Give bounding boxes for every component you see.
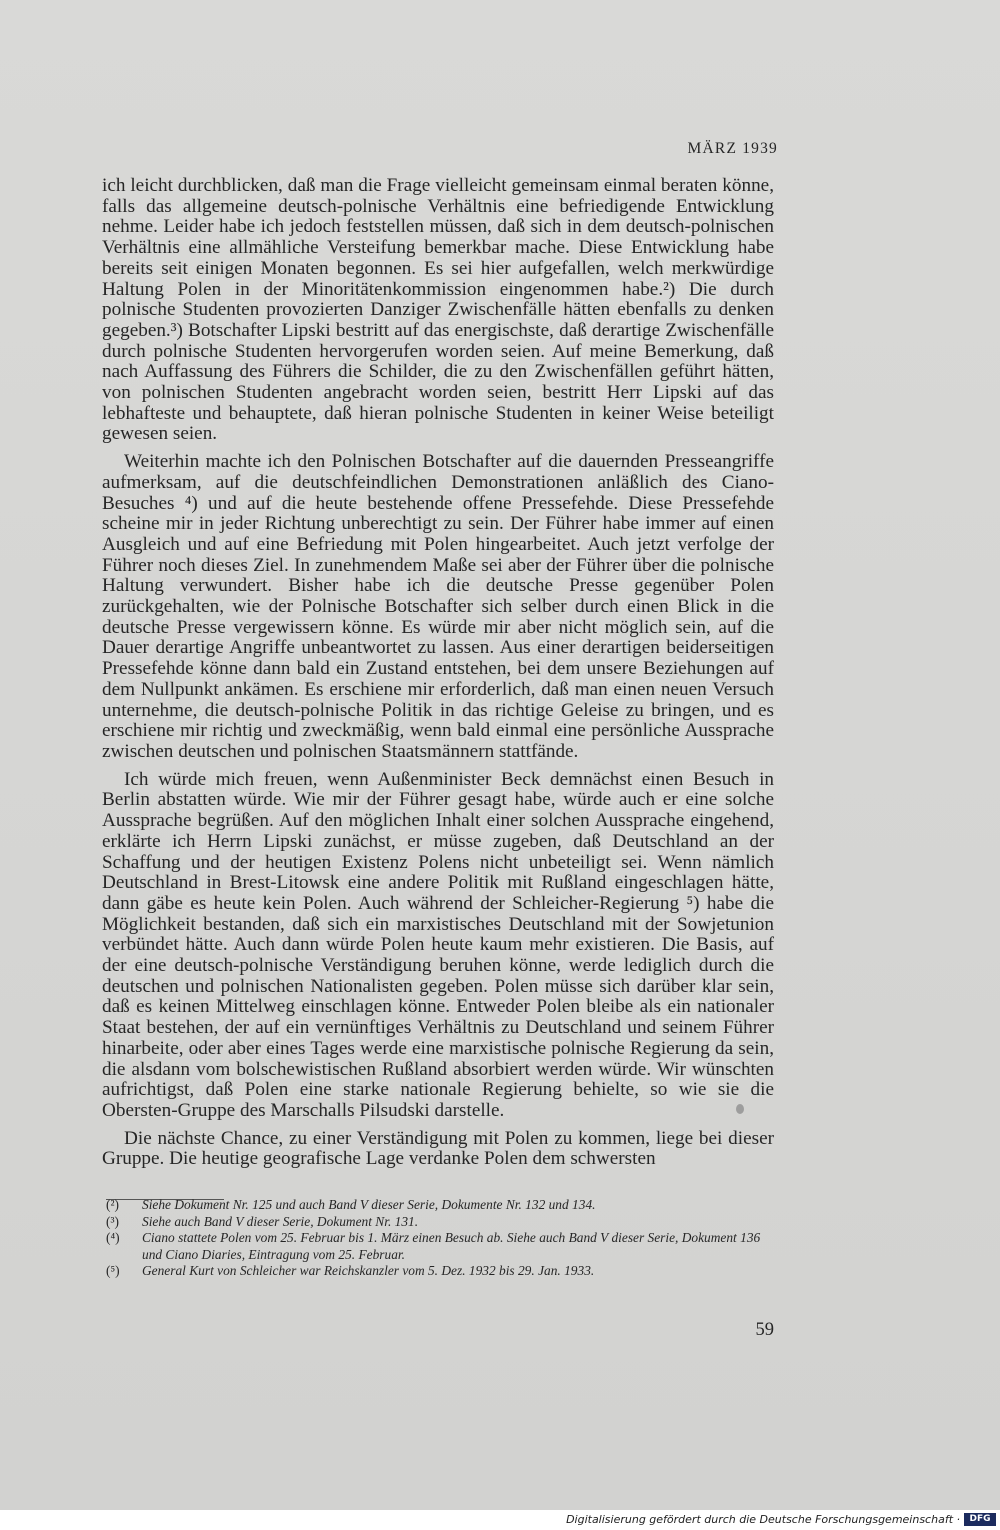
footnote-5	[106, 1263, 774, 1280]
footnote-text: Ciano stattete Polen vom 25. Februar bis 1. März einen Besuch ab. Siehe auch Band V dieser Serie, Dokument 136 und Ciano Diaries, Eintragung vom 25. Februar.	[142, 1230, 761, 1262]
footnote-number: (²)	[106, 1197, 119, 1212]
footer-credit: Digitalisierung gefördert durch die Deutsche Forschungsgemeinschaft ·	[566, 1513, 960, 1526]
footnote-4	[106, 1230, 774, 1263]
footnote-number: (³)	[106, 1213, 119, 1229]
ink-smudge	[736, 1104, 744, 1114]
paragraph-3: Ich würde mich freuen, wenn Außenminister Beck demnächst einen Besuch in Berlin abstatten würde. Wie mir der Führer gesagt habe, würde auch er eine solche Aussprache begrüßen. Auf den möglichen Inhalt einer solchen Aussprache eingehend, erklärte ich Herrn Lipski zunächst, er müsse zugeben, daß Deutschland an der Schaffung und der heutigen Existenz Polens nicht unbeteiligt sei. Wenn nämlich Deutschland in Brest-Litowsk eine andere Politik mit Rußland eingeschlagen hätte, dann gäbe es heute kein Polen. Auch während der Schleicher-Regierung ⁵) habe die Möglichkeit bestanden, daß sich ein marxistisches Deutschland mit der Sowjetunion verbündet hätte. Auch dann würde Polen heute kaum mehr existieren. Die Basis, auf der eine deutsch-polnische Verständigung beruhen könne, werde lediglich durch die deutschen und polnischen Nationalisten gegeben. Polen müsse sich darüber klar sein, daß es keinen Mittelweg einschlagen könne. Entweder Polen bleibe als ein nationaler Staat bestehen, der auf ein vernünftiges Verhältnis zu Deutschland und seinem Führer hinarbeite, oder aber eines Tages werde eine marxistische polnische Regierung da sein, die alsdann vom bolschewistischen Rußland absorbiert werden würde. Wir wünschten aufrichtigst, daß Polen eine starke nationale Regierung behielte, so wie sie die Obersten-Gruppe des Marschalls Pilsudski darstelle.	[102, 768, 774, 1121]
footnote-2	[106, 1197, 774, 1214]
footnotes	[106, 1197, 774, 1280]
paragraph-2: Weiterhin machte ich den Polnischen Botschafter auf die dauernden Presseangriffe aufmerksam, auf die deutschfeindlichen Demonstrationen anläßlich des Ciano-Besuches ⁴) und auf die heute bestehende offene Pressefehde. Diese Pressefehde scheine mir in jeder Richtung unberechtigt zu sein. Der Führer habe immer auf einen Ausgleich und auf eine Befriedung mit Polen hingearbeitet. Auch jetzt verfolge der Führer noch dieses Ziel. In zunehmendem Maße sei aber der Führer über die polnische Haltung verwundert. Bisher habe ich die deutsche Presse gegenüber Polen zurückgehalten, wie der Polnische Botschafter sich selber durch einen Blick in die deutsche Presse vergewissern könne. Es würde mir aber nicht möglich sein, auf die Dauer derartige Angriffe unbeantwortet zu lassen. Aus einer derartigen beiderseitigen Pressefehde könne dann bald ein Zustand entstehen, bei dem unsere Beziehungen auf dem Nullpunkt ankämen. Es erschiene mir erforderlich, daß man einen neuen Versuch unternehme, die deutsch-polnische Politik in das richtige Geleise zu bringen, und es erschiene mir richtig und zweckmäßig, wenn bald einmal eine persönliche Aussprache zwischen deutschen und polnischen Staatsmännern stattfände.	[102, 451, 774, 762]
paragraph-1: ich leicht durchblicken, daß man die Frage vielleicht gemeinsam einmal beraten könne, falls das allgemeine deutsch-polnische Verhältnis eine befriedigende Entwicklung nehme. Leider habe ich jedoch feststellen müssen, daß sich in dem deutsch-polnischen Verhältnis eine allmähliche Versteifung bemerkbar mache. Diese Entwicklung habe bereits seit einigen Monaten begonnen. Es sei hier aufgefallen, welch merkwürdige Haltung Polen in der Minoritätenkommission eingenommen habe.²) Die durch polnische Studenten provozierten Danziger Zwischenfälle hätten ebenfalls zu denken gegeben.³) Botschafter Lipski bestritt auf das energischste, daß derartige Zwischenfälle durch polnische Studenten hervorgerufen worden seien. Auf meine Bemerkung, daß nach Auffassung des Führers die Schilder, die zu den Zwischenfällen geführt hätten, von polnischen Studenten angebracht worden seien, bestritt Herr Lipski auf das lebhafteste und behauptete, daß hieran polnische Studenten in keiner Weise beteiligt gewesen seien.	[102, 175, 774, 445]
footnote-number: (⁵)	[106, 1263, 120, 1279]
footnote-text: Siehe auch Band V dieser Serie, Dokument Nr. 131.	[142, 1213, 419, 1229]
page-number: 59	[755, 1320, 774, 1340]
footnote-text: Siehe Dokument Nr. 125 und auch Band V dieser Serie, Dokumente Nr. 132 und 134.	[142, 1197, 596, 1212]
paragraph-4: Die nächste Chance, zu einer Verständigung mit Polen zu kommen, liege bei dieser Gruppe. Die heutige geografische Lage verdanke Polen dem schwersten	[102, 1127, 774, 1170]
running-head: MÄRZ 1939	[687, 140, 778, 157]
footnote-text: General Kurt von Schleicher war Reichskanzler vom 5. Dez. 1932 bis 29. Jan. 1933.	[142, 1263, 595, 1279]
body-text	[102, 176, 774, 1170]
digitization-footer	[0, 1510, 1000, 1530]
dfg-logo-icon[interactable]: DFG	[964, 1513, 996, 1526]
footnote-number: (⁴)	[106, 1230, 120, 1246]
footnote-3	[106, 1214, 774, 1231]
